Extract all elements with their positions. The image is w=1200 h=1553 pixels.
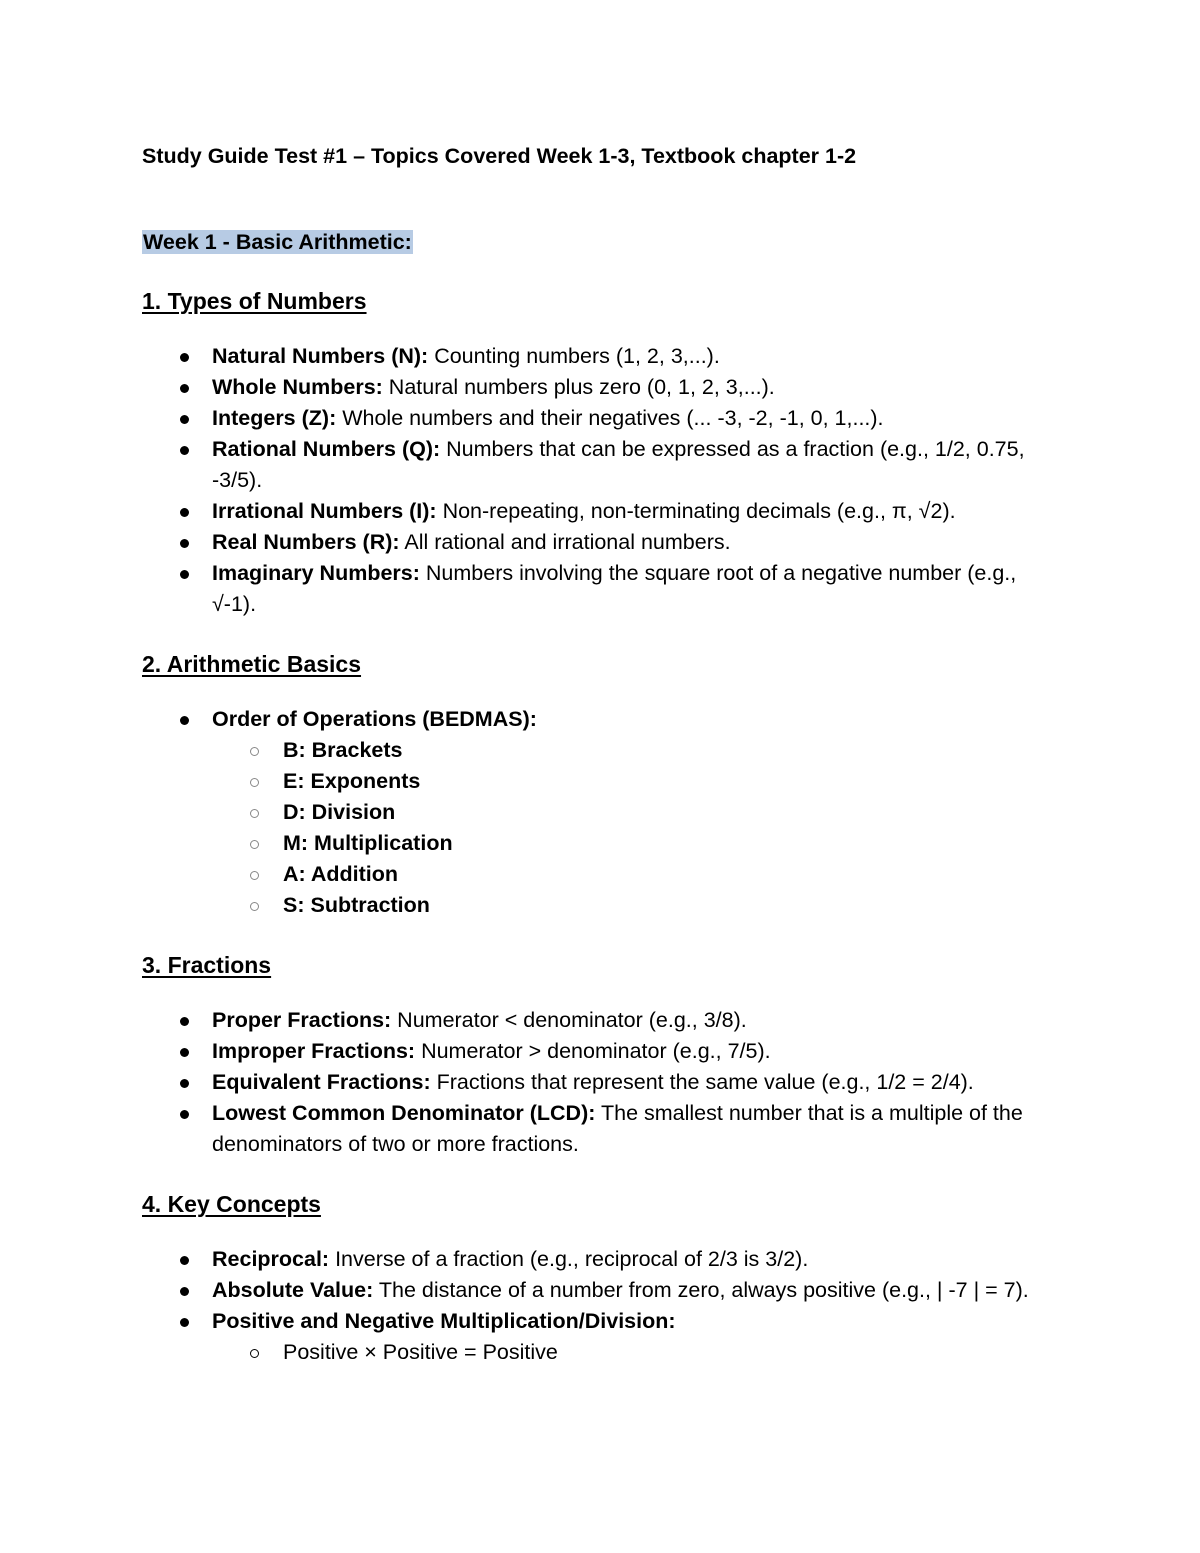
list-item — [142, 372, 1052, 403]
list-item — [142, 1005, 1052, 1036]
term-label: Natural Numbers (N): — [212, 344, 429, 368]
term-description: Numbers involving the square root of a negative number (e.g., √-1). — [212, 561, 1017, 616]
bedmas-item: M: Multiplication — [212, 828, 1052, 859]
sign-rule-item: Positive × Positive = Positive — [212, 1337, 1052, 1368]
bedmas-item: D: Division — [212, 797, 1052, 828]
term-description: Numerator > denominator (e.g., 7/5). — [415, 1039, 771, 1063]
list-item — [142, 341, 1052, 372]
list-item — [142, 558, 1052, 620]
term-label: Integers (Z): — [212, 406, 337, 430]
document-title: Study Guide Test #1 – Topics Covered Week 1-3, Textbook chapter 1-2 — [142, 144, 857, 168]
bedmas-item: A: Addition — [212, 859, 1052, 890]
week-1-heading-highlight: Week 1 - Basic Arithmetic: — [143, 230, 412, 254]
week-1-heading — [142, 227, 1052, 257]
term-description: The distance of a number from zero, always positive (e.g., | -7 | = 7). — [373, 1278, 1029, 1302]
term-description: Counting numbers (1, 2, 3,...). — [428, 344, 720, 368]
sign-rules-list — [142, 1337, 1052, 1368]
bedmas-list — [142, 735, 1052, 921]
list-item — [142, 1306, 1052, 1368]
term-label: Proper Fractions: — [212, 1008, 392, 1032]
document-page — [142, 141, 1052, 1368]
order-of-operations-label: Order of Operations (BEDMAS): — [212, 707, 537, 731]
list-item — [142, 403, 1052, 434]
list-item — [142, 1098, 1052, 1160]
term-label: Real Numbers (R): — [212, 530, 400, 554]
term-label: Absolute Value: — [212, 1278, 374, 1302]
list-item — [142, 1067, 1052, 1098]
arithmetic-basics-list — [142, 704, 1052, 921]
term-label: Equivalent Fractions: — [212, 1070, 431, 1094]
term-description: Inverse of a fraction (e.g., reciprocal of 2/3 is 3/2). — [329, 1247, 809, 1271]
term-label: Reciprocal: — [212, 1247, 330, 1271]
term-label: Improper Fractions: — [212, 1039, 416, 1063]
term-label: Imaginary Numbers: — [212, 561, 420, 585]
term-description: Whole numbers and their negatives (... -3, -2, -1, 0, 1,...). — [336, 406, 884, 430]
bedmas-item: B: Brackets — [212, 735, 1052, 766]
term-description: All rational and irrational numbers. — [399, 530, 731, 554]
list-item — [142, 496, 1052, 527]
term-description: Numbers that can be expressed as a fraction (e.g., 1/2, 0.75, -3/5). — [212, 437, 1025, 492]
term-description: Fractions that represent the same value (e.g., 1/2 = 2/4). — [430, 1070, 974, 1094]
list-item — [142, 434, 1052, 496]
key-concepts-list — [142, 1244, 1052, 1368]
section-heading-key-concepts: 4. Key Concepts — [142, 1191, 321, 1217]
list-item — [142, 1244, 1052, 1275]
types-of-numbers-list — [142, 341, 1052, 620]
term-description: Numerator < denominator (e.g., 3/8). — [391, 1008, 747, 1032]
term-label: Lowest Common Denominator (LCD): — [212, 1101, 596, 1125]
section-heading-fractions: 3. Fractions — [142, 952, 272, 978]
list-item — [142, 1275, 1052, 1306]
list-item — [142, 704, 1052, 921]
bedmas-item: E: Exponents — [212, 766, 1052, 797]
list-item — [142, 527, 1052, 558]
bedmas-item: S: Subtraction — [212, 890, 1052, 921]
fractions-list — [142, 1005, 1052, 1160]
term-label: Whole Numbers: — [212, 375, 383, 399]
term-description: The smallest number that is a multiple of the denominators of two or more fractions. — [212, 1101, 1023, 1156]
term-label: Irrational Numbers (I): — [212, 499, 437, 523]
section-heading-types-of-numbers: 1. Types of Numbers — [142, 288, 367, 314]
section-heading-arithmetic-basics: 2. Arithmetic Basics — [142, 651, 362, 677]
list-item — [142, 1036, 1052, 1067]
term-description: Natural numbers plus zero (0, 1, 2, 3,...). — [382, 375, 775, 399]
term-description: Non-repeating, non-terminating decimals (e.g., π, √2). — [436, 499, 956, 523]
term-label: Rational Numbers (Q): — [212, 437, 441, 461]
sign-rules-label: Positive and Negative Multiplication/Division: — [212, 1309, 676, 1333]
